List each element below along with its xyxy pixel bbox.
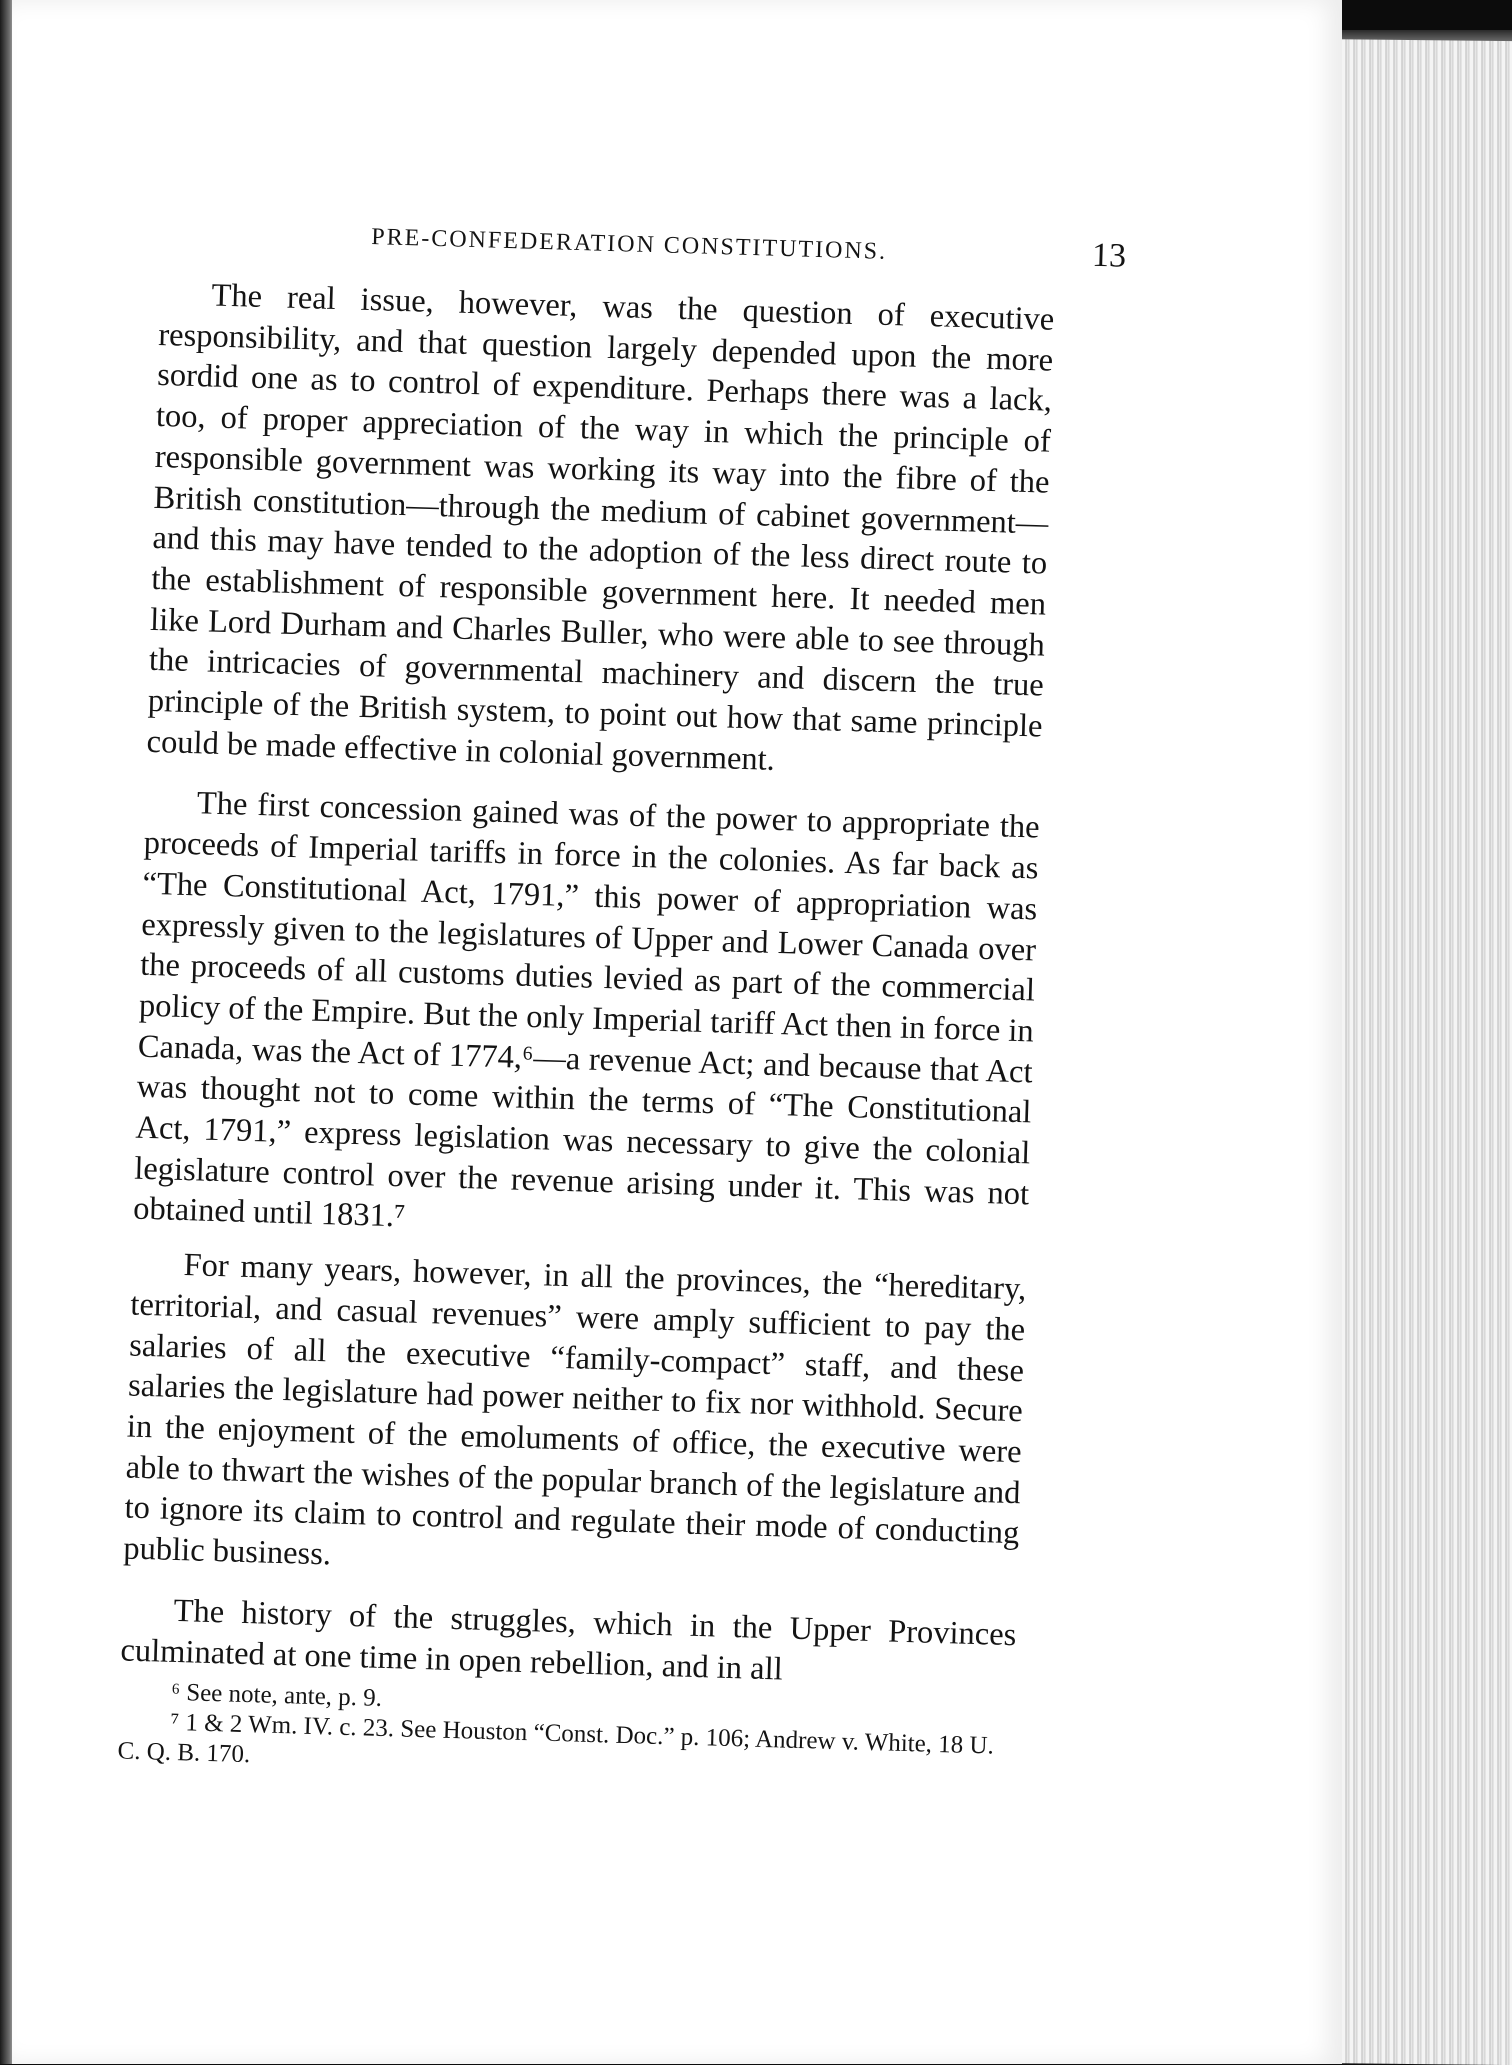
paragraph-4: The history of the struggles, which in the Upper Provinces culminated at one time in open rebellion, and in all bbox=[120, 1592, 1017, 1687]
running-head bbox=[161, 210, 1127, 286]
page-number: 13 bbox=[1091, 236, 1127, 275]
paragraph-2: The first concession gained was of the power to appropriate the proceeds of Imperial tariffs in force in the colonies. As far back as “The Constitutional Act, 1791,” this power of appropriation was expressly given to the legislatures of Upper and Lower Canada over the proceeds of all customs duties levied as part of the commercial policy of the Empire. But the only Imperial tariff Act then in force in Canada, was the Act of 1774,⁶—a revenue Act; and because that Act was thought not to come within the terms of “The Constitutional Act, 1791,” express legislation was necessary to give the colonial legislature control over the revenue arising under it. This was not obtained until 1831.⁷ bbox=[132, 785, 1041, 1235]
footnotes bbox=[117, 1677, 1014, 1793]
paragraph-1: The real issue, however, was the question of executive responsibility, and that question largely depended upon the more sordid one as to control of expenditure. Perhaps there was a lack, too, of proper appreciation of the way in which the principle of responsible government was working its way into the fibre of the British constitution—through the medium of cabinet government—and this may have tended to the adoption of the less direct route to the establishment of responsible government here. It needed men like Lord Durham and Charles Buller, who were able to see through the intricacies of governmental machinery and discern the true principle of the British system, to point out how that same principle could be made effective in colonial government. bbox=[146, 277, 1055, 778]
paragraph-3: For many years, however, in all the provinces, the “hereditary, territorial, and casual revenues” were amply sufficient to pay the salaries of all the executive “family-compact” staff, and these salaries the legislature had power neither to fix nor withhold. Secure in the enjoyment of the emoluments of office, the executive were able to thwart the wishes of the popular branch of the legislature and to ignore its claim to control and regulate their mode of conducting public business. bbox=[122, 1247, 1027, 1573]
text-block bbox=[117, 210, 1127, 1792]
book-page bbox=[12, 0, 1342, 2064]
footnote-6: ⁶ See note, ante, p. 9. bbox=[170, 1679, 383, 1713]
running-head-title: PRE-CONFEDERATION CONSTITUTIONS. bbox=[370, 224, 888, 265]
footnote-7: ⁷ 1 & 2 Wm. IV. c. 23. See Houston “Const. Doc.” p. 106; Andrew v. White, 18 U. C. Q. B. 170. bbox=[117, 1709, 995, 1769]
